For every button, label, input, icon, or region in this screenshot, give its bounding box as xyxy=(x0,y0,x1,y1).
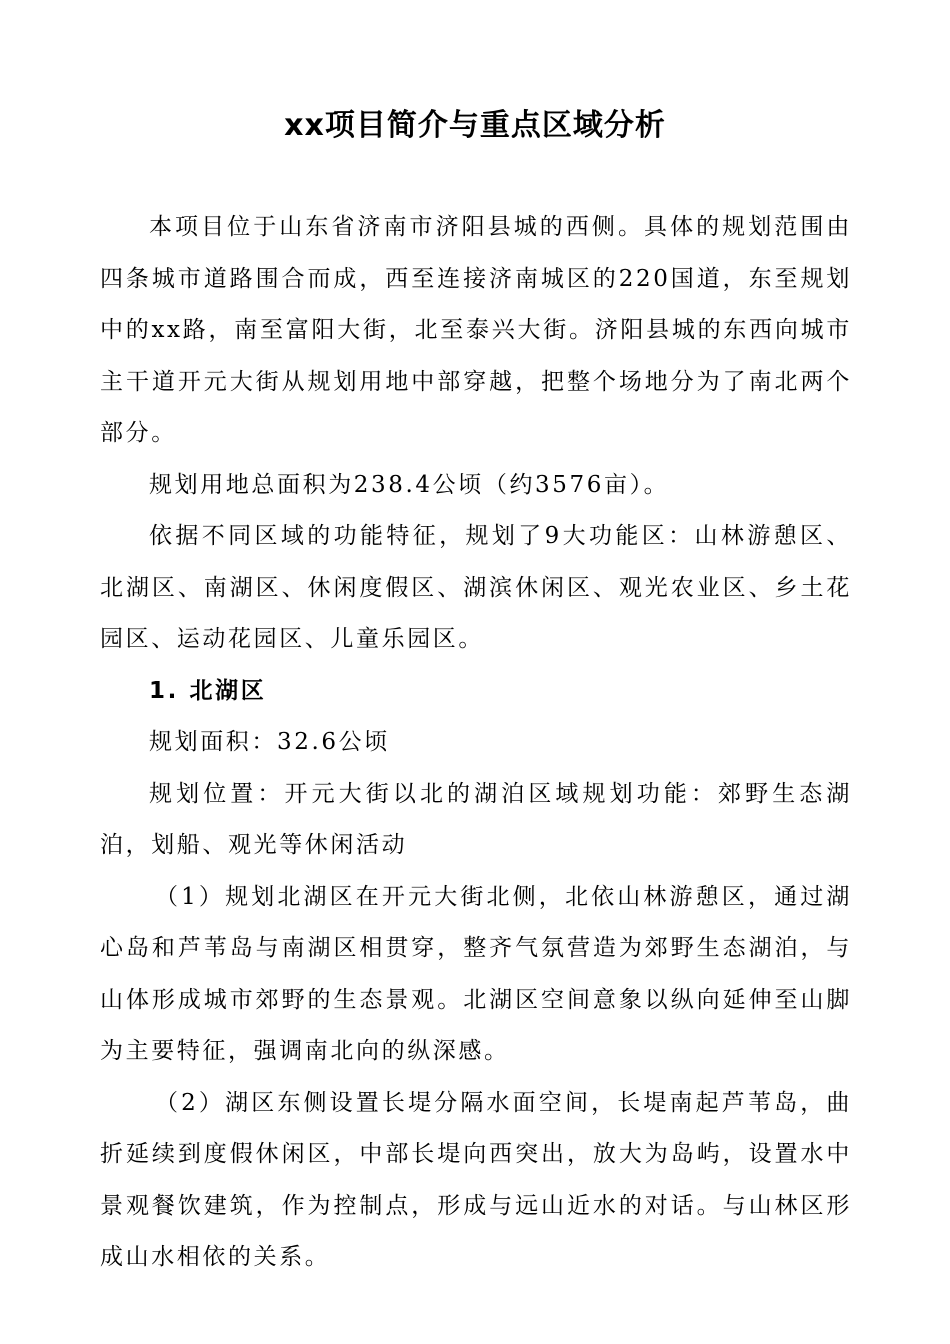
section-item-1: （1）规划北湖区在开元大街北侧，北依山林游憩区，通过湖心岛和芦苇岛与南湖区相贯穿，整齐气氛营造为郊野生态湖泊，与山体形成城市郊野的生态景观。北湖区空间意象以纵向延伸至山脚为主要特征，强调南北向的纵深感。 xyxy=(100,883,852,1064)
document-title: xx项目简介与重点区域分析 xyxy=(284,108,666,143)
paragraph-function-zones: 依据不同区域的功能特征，规划了9大功能区：山林游憩区、北湖区、南湖区、休闲度假区、湖滨休闲区、观光农业区、乡土花园区、运动花园区、儿童乐园区。 xyxy=(100,523,852,652)
section-item-2: （2）湖区东侧设置长堤分隔水面空间，长堤南起芦苇岛，曲折延续到度假休闲区，中部长堤向西突出，放大为岛屿，设置水中景观餐饮建筑，作为控制点，形成与远山近水的对话。与山林区形成山水相依的关系。 xyxy=(100,1089,852,1270)
section-planned-location: 规划位置：开元大街以北的湖泊区域规划功能：郊野生态湖泊，划船、观光等休闲活动 xyxy=(100,780,852,858)
document-body xyxy=(100,202,852,1284)
paragraph-location: 本项目位于山东省济南市济阳县城的西侧。具体的规划范围由四条城市道路围合而成，西至连接济南城区的220国道，东至规划中的xx路，南至富阳大街，北至泰兴大街。济阳县城的东西向城市主干道开元大街从规划用地中部穿越，把整个场地分为了南北两个部分。 xyxy=(100,214,852,446)
section-heading-north-lake: 1. 北湖区 xyxy=(149,677,267,704)
paragraph-area: 规划用地总面积为238.4公顷（约3576亩）。 xyxy=(149,471,670,498)
section-planned-area: 规划面积：32.6公顷 xyxy=(149,729,390,755)
